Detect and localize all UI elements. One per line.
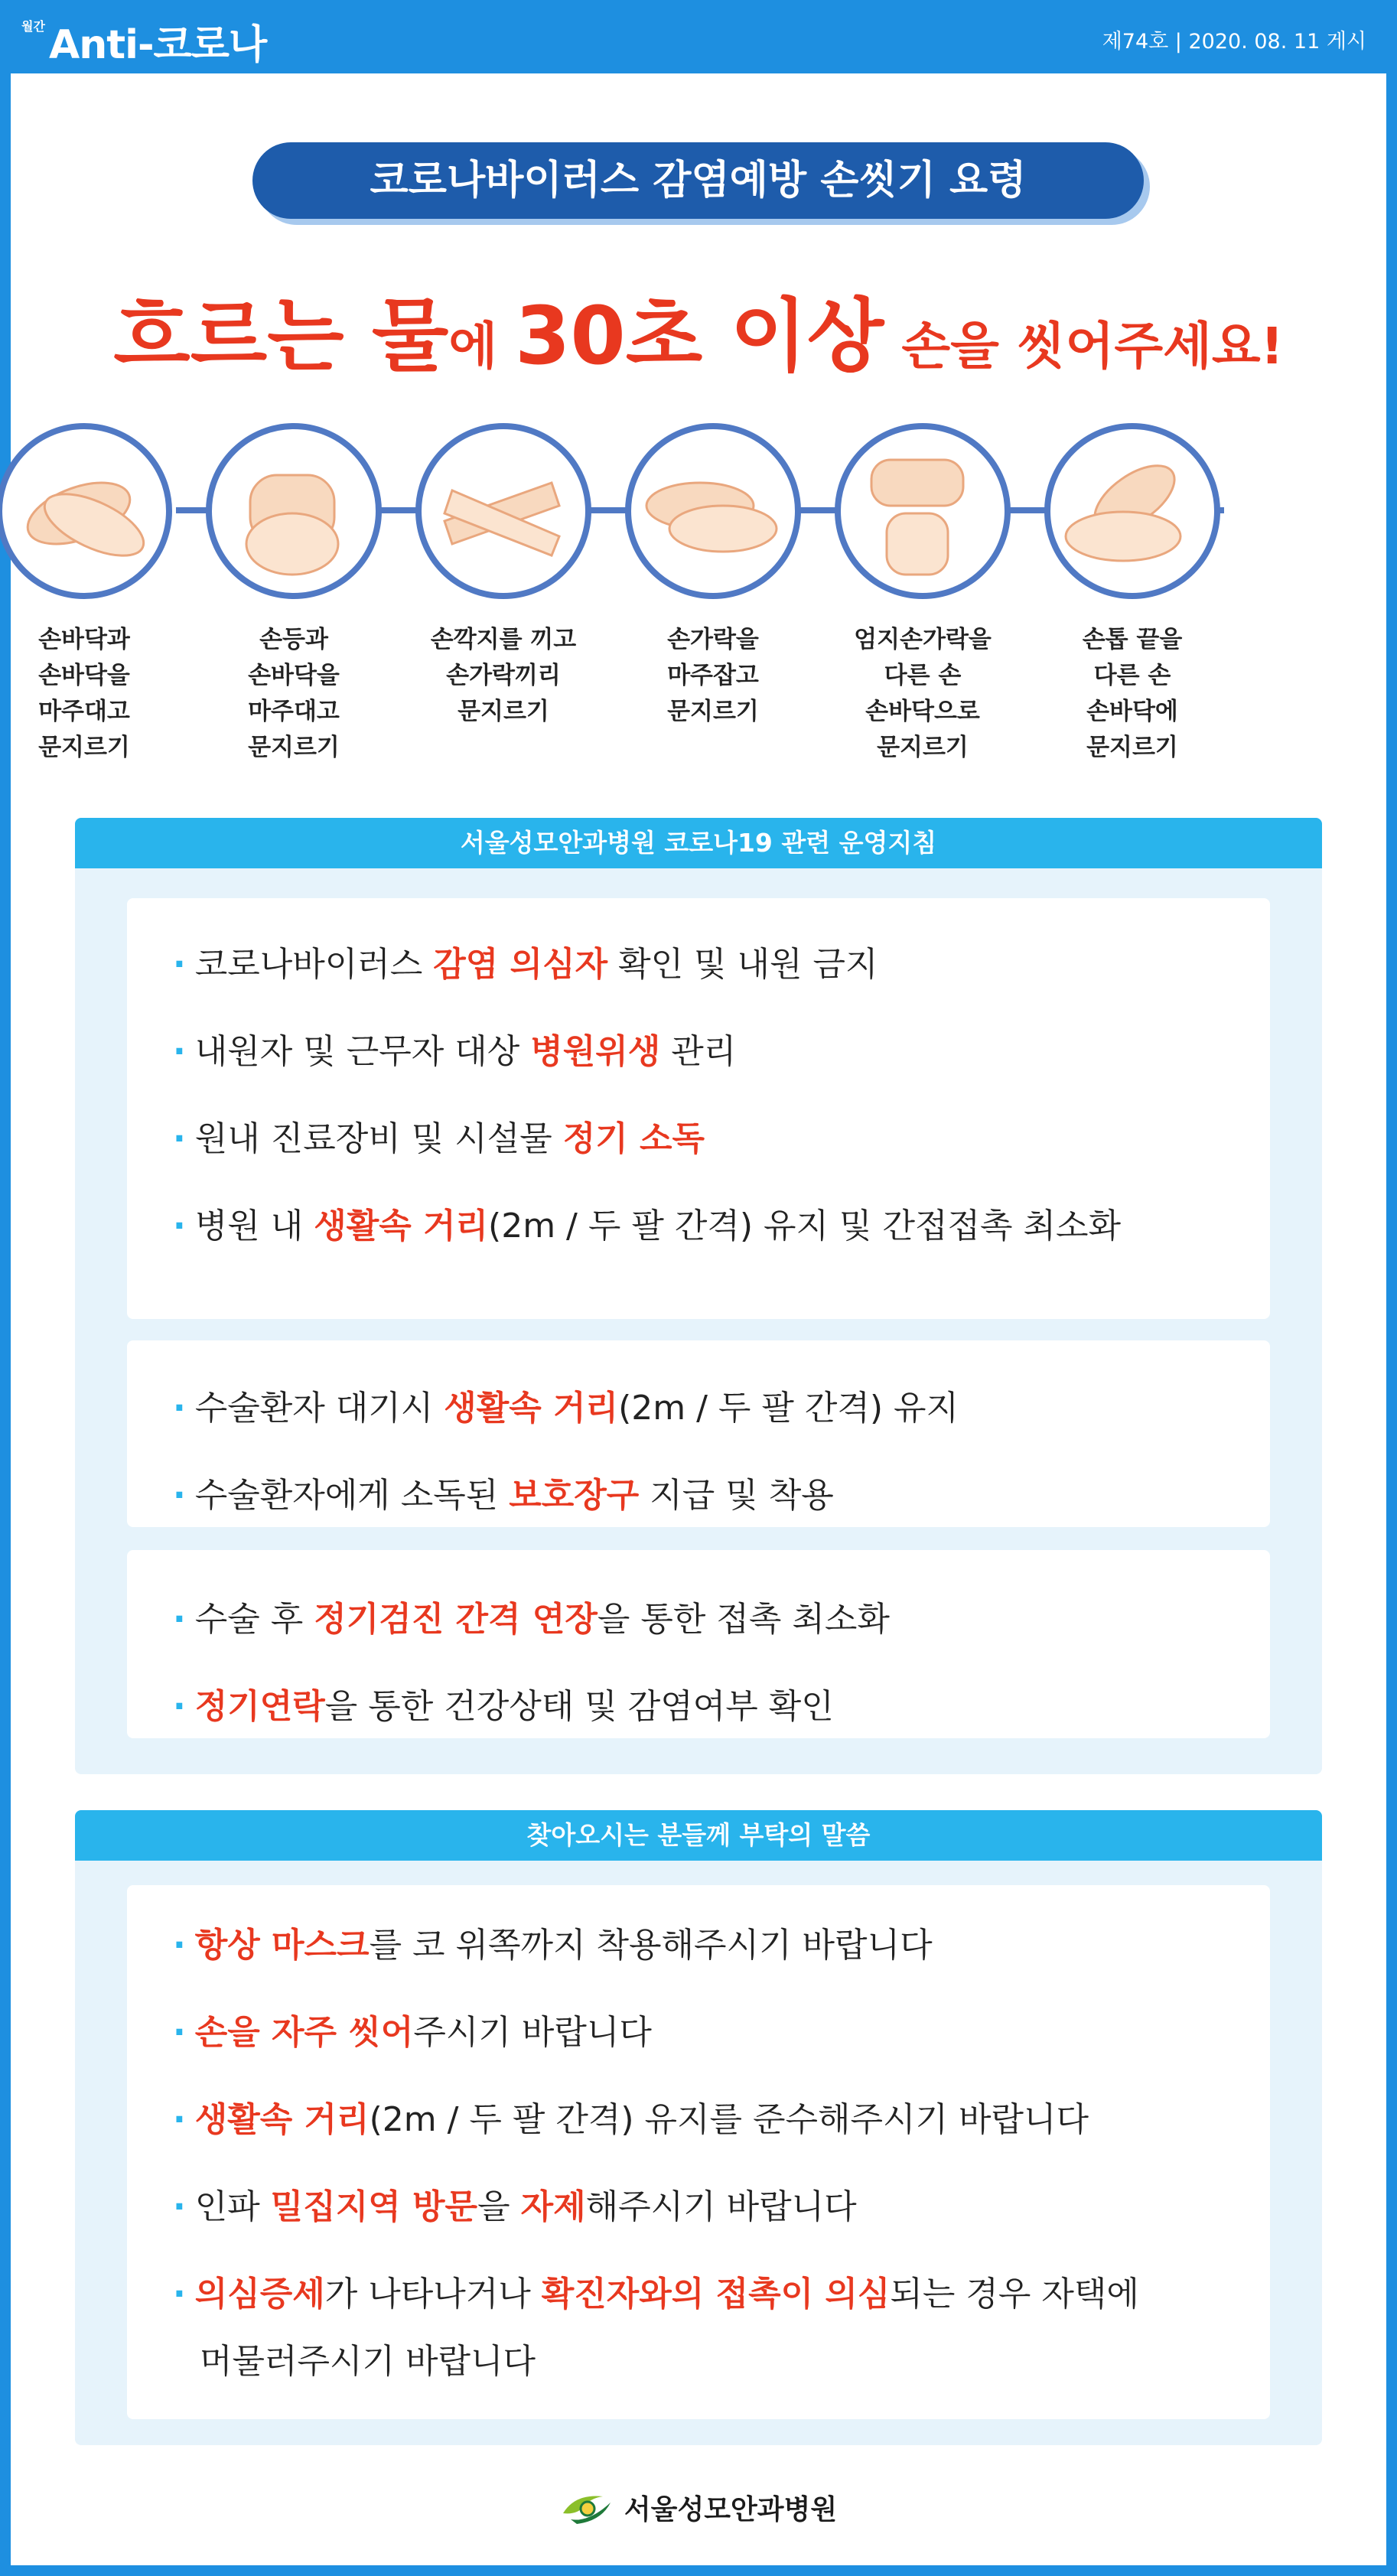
- list-item: [173, 1111, 705, 1160]
- highlight-text: 손을 자주 씻어: [194, 2013, 414, 2052]
- list-item: [173, 1024, 736, 1073]
- item-text: 해주시기 바랍니다: [585, 2187, 857, 2226]
- headline-part-3: 30초 이상: [515, 289, 884, 383]
- guideline-card: [127, 1340, 1270, 1527]
- logo-small: 월간: [21, 19, 45, 34]
- item-text-line-2: 머물러주시기 바랍니다: [200, 2342, 536, 2381]
- step-label: 손톱 끝을 다른 손 손바닥에 문지르기: [1082, 626, 1183, 761]
- panel-heading: 서울성모안과병원 코로나19 관련 운영지침: [75, 818, 1322, 868]
- highlight-text: 보호장구: [509, 1476, 640, 1515]
- bullet-dot: ·: [173, 2100, 186, 2139]
- highlight-text: 정기연락: [194, 1687, 325, 1726]
- fingertips-icon: [1044, 423, 1220, 599]
- handwash-step: [625, 423, 801, 730]
- thumb-rub-icon: [835, 423, 1011, 599]
- highlight-text: 항상 마스크: [194, 1926, 370, 1965]
- item-text: (2m / 두 팔 간격) 유지 및 간접접촉 최소화: [488, 1207, 1122, 1246]
- bullet-dot: ·: [173, 1389, 186, 1428]
- top-bar: [0, 0, 1397, 73]
- list-item: [173, 2179, 857, 2228]
- highlight-text: 병원위생: [530, 1032, 661, 1071]
- item-text: 를 코 위쪽까지 착용해주시기 바랍니다: [369, 1926, 933, 1965]
- item-text: 수술 후: [194, 1600, 314, 1639]
- highlight-text: 의심증세: [194, 2275, 325, 2314]
- step-label: 손바닥과 손바닥을 마주대고 문지르기: [38, 626, 130, 761]
- handwash-step: [206, 423, 382, 766]
- hospital-logo-icon: [560, 2490, 614, 2526]
- bullet-dot: ·: [173, 2013, 186, 2052]
- highlight-text: 확진자와의 접촉이 의심: [541, 2275, 891, 2314]
- item-text: 을 통한 건강상태 및 감염여부 확인: [324, 1687, 834, 1726]
- highlight-text: 정기 소독: [562, 1119, 705, 1158]
- item-text: (2m / 두 팔 간격) 유지를 준수해주시기 바랍니다: [369, 2100, 1089, 2139]
- item-text: (2m / 두 팔 간격) 유지: [618, 1389, 959, 1428]
- list-item: [173, 1198, 1121, 1247]
- finger-grip-icon: [625, 423, 801, 599]
- bullet-dot: ·: [173, 1476, 186, 1515]
- step-label: 손등과 손바닥을 마주대고 문지르기: [248, 626, 340, 761]
- item-text: 을: [477, 2187, 521, 2226]
- bullet-dot: ·: [173, 1032, 186, 1071]
- bullet-dot: ·: [173, 1926, 186, 1965]
- handwash-step: [415, 423, 591, 730]
- step-label: 손깍지를 끼고 손가락끼리 문지르기: [430, 626, 577, 725]
- list-item: [173, 1591, 890, 1640]
- item-text: 병원 내: [194, 1207, 314, 1246]
- handwash-step: [835, 423, 1011, 766]
- visitor-requests-panel: [75, 1810, 1322, 2445]
- panel-heading: 찾아오시는 분들께 부탁의 말씀: [75, 1810, 1322, 1861]
- bullet-dot: ·: [173, 1119, 186, 1158]
- item-text: 되는 경우 자택에: [890, 2275, 1139, 2314]
- bullet-dot: ·: [173, 1600, 186, 1639]
- hospital-name: 서울성모안과병원: [624, 2493, 838, 2526]
- logo: Anti-코로나: [49, 22, 267, 68]
- highlight-text: 생활속 거리: [444, 1389, 619, 1428]
- bullet-dot: ·: [173, 2275, 186, 2314]
- palms-rubbing-icon: [0, 423, 172, 599]
- issue-date: 제74호 | 2020. 08. 11 게시: [1102, 30, 1366, 54]
- item-text: 지급 및 착용: [639, 1476, 834, 1515]
- page-title: 코로나바이러스 감염예방 손씻기 요령: [252, 142, 1144, 219]
- item-text: 원내 진료장비 및 시설물: [194, 1119, 563, 1158]
- list-item: [173, 936, 878, 985]
- step-label: 엄지손가락을 다른 손 손바닥으로 문지르기: [854, 626, 992, 761]
- item-text: 인파: [194, 2187, 271, 2226]
- highlight-text: 밀집지역 방문: [270, 2187, 478, 2226]
- headline: [0, 272, 1397, 386]
- highlight-text: 자제: [520, 2187, 586, 2226]
- bullet-dot: ·: [173, 1207, 186, 1246]
- item-text: 수술환자에게 소독된: [194, 1476, 510, 1515]
- back-of-hand-icon: [206, 423, 382, 599]
- bullet-dot: ·: [173, 1687, 186, 1726]
- list-item: [173, 1679, 834, 1728]
- handwash-step: [1044, 423, 1220, 766]
- bullet-dot: ·: [173, 2187, 186, 2226]
- handwash-step: [0, 423, 172, 766]
- footer: [0, 2488, 1397, 2529]
- item-text: 수술환자 대기시: [194, 1389, 444, 1428]
- headline-part-4: 손을 씻어주세요!: [884, 317, 1284, 376]
- item-text: 을 통한 접촉 최소화: [597, 1600, 890, 1639]
- list-item: [173, 2004, 652, 2053]
- list-item: [173, 1467, 834, 1516]
- item-text: 내원자 및 근무자 대상: [194, 1032, 531, 1071]
- item-text: 코로나바이러스: [194, 945, 434, 984]
- guideline-card: [127, 898, 1270, 1319]
- highlight-text: 생활속 거리: [194, 2100, 370, 2139]
- item-text: 주시기 바랍니다: [413, 2013, 652, 2052]
- item-text: 가 나타나거나: [324, 2275, 542, 2314]
- headline-part-1: 흐르는 물: [113, 289, 449, 383]
- guideline-card: [127, 1550, 1270, 1738]
- list-item: [173, 1917, 933, 1966]
- operating-guidelines-panel: [75, 818, 1322, 1774]
- item-text: 관리: [660, 1032, 737, 1071]
- highlight-text: 생활속 거리: [314, 1207, 489, 1246]
- list-item: [173, 2266, 1139, 2382]
- list-item: [173, 2092, 1089, 2141]
- interlaced-fingers-icon: [415, 423, 591, 599]
- list-item: [173, 1380, 959, 1429]
- bullet-dot: ·: [173, 945, 186, 984]
- headline-part-2: 에: [448, 317, 516, 376]
- request-card: [127, 1885, 1270, 2419]
- item-text: 확인 및 내원 금지: [607, 945, 878, 984]
- highlight-text: 정기검진 간격 연장: [314, 1600, 598, 1639]
- step-label: 손가락을 마주잡고 문지르기: [667, 626, 759, 725]
- highlight-text: 감염 의심자: [433, 945, 608, 984]
